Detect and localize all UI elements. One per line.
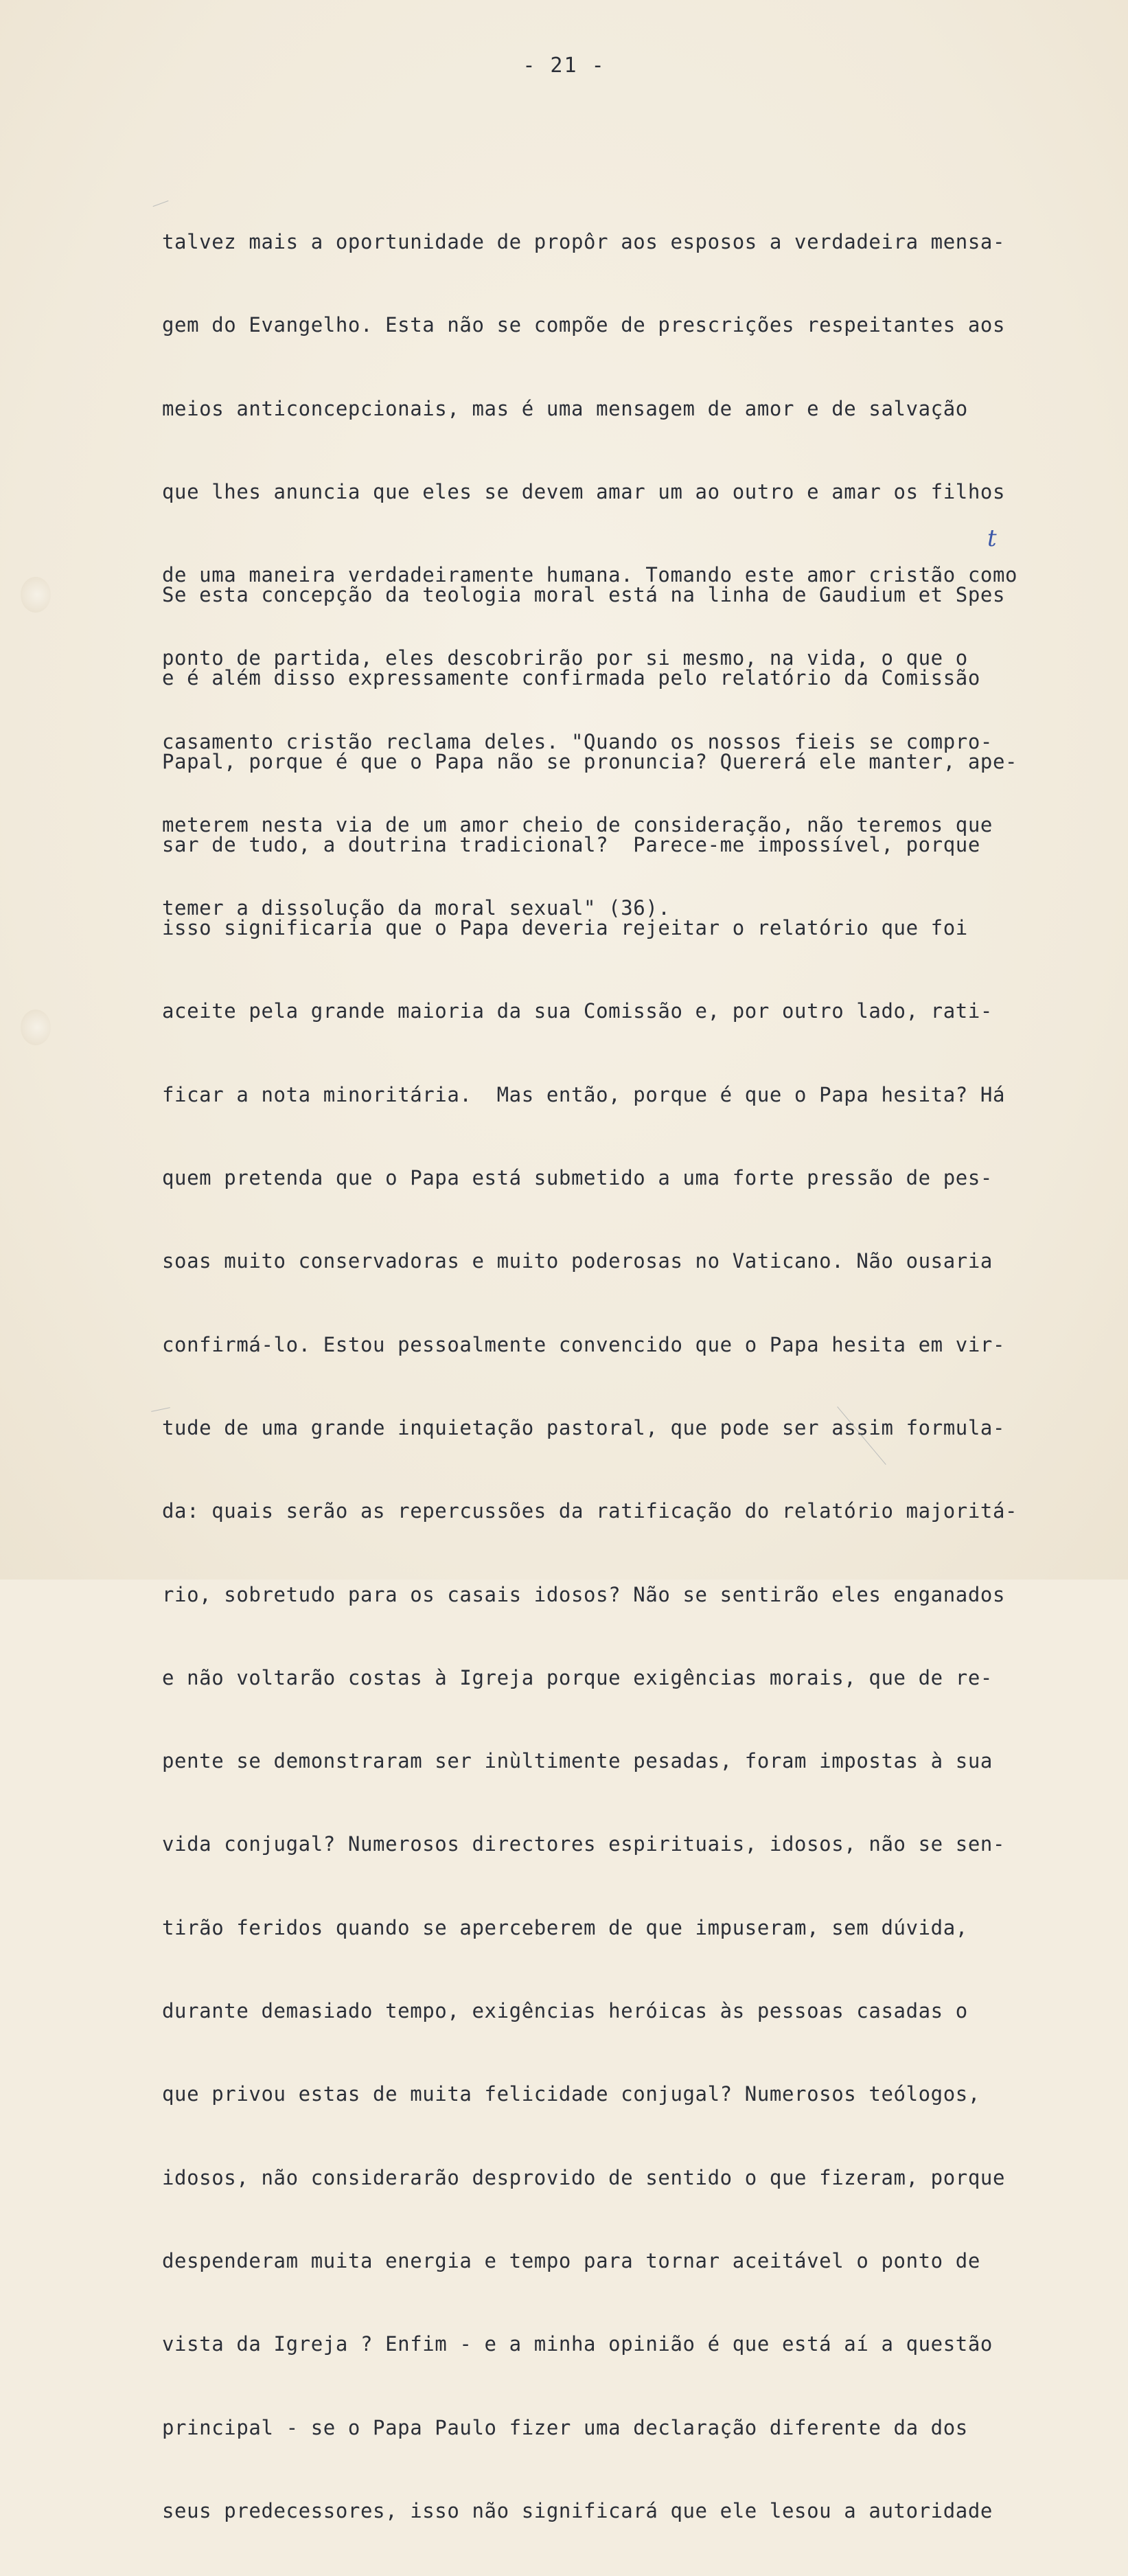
- text-line: meios anticoncepcionais, mas é uma mensagem de amor e de salvação: [162, 396, 968, 420]
- text-line: sar de tudo, a doutrina tradicional? Parece-me impossível, porque: [162, 832, 980, 856]
- text-line: temer a dissolução da moral sexual" (36).: [162, 896, 671, 920]
- text-line: soas muito conservadoras e muito poderosas no Vaticano. Não ousaria: [162, 1249, 993, 1273]
- text-line: principal - se o Papa Paulo fizer uma declaração diferente da dos: [162, 2415, 968, 2439]
- text-line: que privou estas de muita felicidade conjugal? Numerosos teólogos,: [162, 2082, 980, 2106]
- punch-hole: [21, 577, 51, 613]
- text-line: ponto de partida, eles descobrirão por si mesmo, na vida, o que o: [162, 646, 968, 670]
- text-line: e é além disso expressamente confirmada pelo relatório da Comissão: [162, 666, 980, 690]
- text-line: tude de uma grande inquietação pastoral, que pode ser assim formula-: [162, 1415, 1006, 1439]
- page-number: - 21 -: [522, 54, 606, 78]
- text-line: casamento cristão reclama deles. "Quando os nossos fieis se compro-: [162, 729, 993, 753]
- text-line: que lhes anuncia que eles se devem amar um ao outro e amar os filhos: [162, 479, 1006, 503]
- paragraph-2: [162, 530, 1103, 2576]
- punch-hole: [21, 1010, 51, 1045]
- text-line: idosos, não considerarão desprovido de sentido o que fizeram, porque: [162, 2165, 1006, 2189]
- text-line: confirmá-lo. Estou pessoalmente convencido que o Papa hesita em vir-: [162, 1332, 1006, 1356]
- text-line: ficar a nota minoritária. Mas então, porque é que o Papa hesita? Há: [162, 1082, 1006, 1106]
- handwritten-correction-mark: t: [987, 525, 997, 552]
- text-line: despenderam muita energia e tempo para tornar aceitável o ponto de: [162, 2248, 980, 2272]
- text-line: vista da Igreja ? Enfim - e a minha opinião é que está aí a questão: [162, 2332, 993, 2356]
- text-line: e não voltarão costas à Igreja porque exigências morais, que de re-: [162, 1665, 993, 1689]
- text-line: gem do Evangelho. Esta não se compõe de prescrições respeitantes aos: [162, 313, 1006, 337]
- text-line: durante demasiado tempo, exigências heróicas às pessoas casadas o: [162, 1999, 968, 2023]
- text-line: seus predecessores, isso não significará que ele lesou a autoridade: [162, 2498, 993, 2522]
- text-line: aceite pela grande maioria da sua Comissão e, por outro lado, rati-: [162, 999, 993, 1023]
- text-line: pente se demonstraram ser inùltimente pesadas, foram impostas à sua: [162, 1749, 993, 1773]
- text-line: Papal, porque é que o Papa não se pronuncia? Quererá ele manter, ape-: [162, 749, 1018, 773]
- text-line: rio, sobretudo para os casais idosos? Não se sentirão eles enganados: [162, 1582, 1006, 1606]
- text-line: quem pretenda que o Papa está submetido a uma forte pressão de pes-: [162, 1166, 993, 1190]
- text-line: de uma maneira verdadeiramente humana. Tomando este amor cristão como: [162, 563, 1018, 587]
- text-line: meterem nesta via de um amor cheio de consideração, não teremos que: [162, 813, 993, 837]
- text-line: vida conjugal? Numerosos directores espirituais, idosos, não se sen-: [162, 1832, 1006, 1856]
- text-line: tirão feridos quando se aperceberem de que impuseram, sem dúvida,: [162, 1915, 968, 1939]
- text-line: Se esta concepção da teologia moral está na linha de Gaudium et Spes: [162, 583, 1006, 606]
- text-line: isso significaria que o Papa deveria rejeitar o relatório que foi: [162, 916, 968, 940]
- text-line: talvez mais a oportunidade de propôr aos esposos a verdadeira mensa-: [162, 230, 1006, 253]
- text-line: da: quais serão as repercussões da ratificação do relatório majoritá-: [162, 1499, 1018, 1523]
